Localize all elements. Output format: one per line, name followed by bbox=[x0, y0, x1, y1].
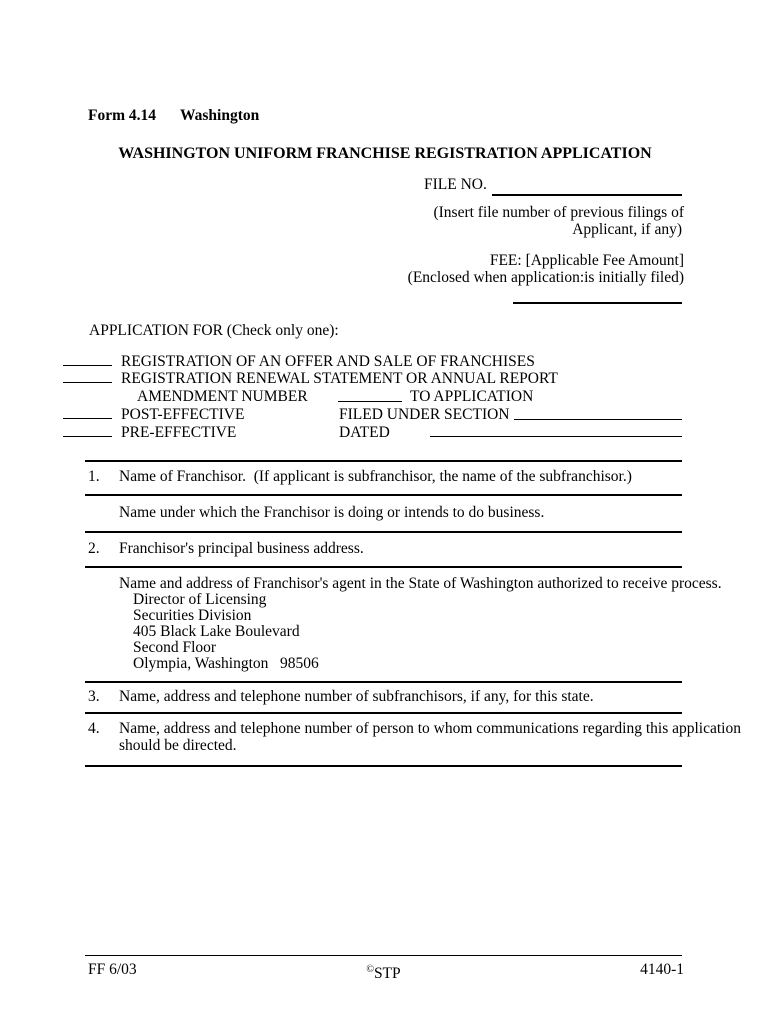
checkbox-blank-registration[interactable] bbox=[63, 365, 112, 366]
insert-note-line2: Applicant, if any) bbox=[572, 221, 682, 238]
horizontal-rule bbox=[85, 681, 682, 683]
footer-rule bbox=[85, 955, 682, 956]
amendment-number-blank[interactable] bbox=[338, 401, 402, 402]
item2-text: Franchisor's principal business address. bbox=[119, 540, 364, 557]
form-state: Washington bbox=[180, 107, 260, 124]
horizontal-rule bbox=[85, 566, 682, 568]
fee-blank[interactable] bbox=[513, 302, 682, 304]
checkbox-blank-renewal[interactable] bbox=[63, 382, 112, 383]
item2-number: 2. bbox=[88, 540, 100, 557]
agent-address-line5: Olympia, Washington 98506 bbox=[133, 655, 319, 672]
agent-address-line1: Director of Licensing bbox=[133, 591, 267, 608]
footer-left: FF 6/03 bbox=[88, 961, 137, 978]
agent-address-line2: Securities Division bbox=[133, 607, 252, 624]
footer-center bbox=[85, 961, 682, 982]
item4-text-line1: Name, address and telephone number of person to whom communications regarding this application bbox=[119, 720, 741, 737]
filed-under-section-blank[interactable] bbox=[514, 419, 682, 420]
horizontal-rule bbox=[85, 460, 682, 462]
filed-under-section-label: FILED UNDER SECTION bbox=[339, 406, 510, 423]
option-registration-label: REGISTRATION OF AN OFFER AND SALE OF FRANCHISES bbox=[121, 353, 535, 370]
item1-text: Name of Franchisor. (If applicant is subfranchisor, the name of the subfranchisor.) bbox=[119, 468, 632, 485]
document-title: WASHINGTON UNIFORM FRANCHISE REGISTRATION APPLICATION bbox=[118, 145, 652, 162]
amendment-number-label: AMENDMENT NUMBER bbox=[137, 388, 308, 405]
fee-line2: (Enclosed when application:is initially filed) bbox=[407, 269, 684, 286]
footer-center-text: STP bbox=[373, 965, 401, 982]
dated-label: DATED bbox=[339, 424, 390, 441]
application-for-heading: APPLICATION FOR (Check only one): bbox=[89, 322, 339, 339]
item4-text-line2: should be directed. bbox=[119, 737, 237, 754]
footer-right: 4140-1 bbox=[640, 961, 684, 978]
horizontal-rule bbox=[85, 531, 682, 533]
item1-sub-text: Name under which the Franchisor is doing or intends to do business. bbox=[119, 504, 545, 521]
file-no-blank[interactable] bbox=[492, 194, 682, 196]
file-no-label: FILE NO. bbox=[424, 176, 487, 193]
agent-address-line4: Second Floor bbox=[133, 639, 217, 656]
item3-text: Name, address and telephone number of subfranchisors, if any, for this state. bbox=[119, 688, 594, 705]
horizontal-rule bbox=[85, 765, 682, 767]
item1-number: 1. bbox=[88, 468, 100, 485]
checkbox-blank-pre-effective[interactable] bbox=[63, 436, 112, 437]
fee-line1: FEE: [Applicable Fee Amount] bbox=[489, 252, 684, 269]
agent-address-line3: 405 Black Lake Boulevard bbox=[133, 623, 300, 640]
item4-number: 4. bbox=[88, 720, 100, 737]
item3-number: 3. bbox=[88, 688, 100, 705]
option-pre-effective-label: PRE-EFFECTIVE bbox=[121, 424, 237, 441]
dated-blank[interactable] bbox=[430, 436, 682, 437]
option-post-effective-label: POST-EFFECTIVE bbox=[121, 406, 245, 423]
option-renewal-label: REGISTRATION RENEWAL STATEMENT OR ANNUAL REPORT bbox=[121, 370, 558, 387]
horizontal-rule bbox=[85, 712, 682, 714]
checkbox-blank-post-effective[interactable] bbox=[63, 418, 112, 419]
copyright-symbol: © bbox=[366, 964, 374, 975]
form-number: Form 4.14 bbox=[88, 107, 157, 124]
agent-text: Name and address of Franchisor's agent in the State of Washington authorized to receive process. bbox=[119, 575, 722, 592]
insert-note-line1: (Insert file number of previous filings of bbox=[433, 204, 684, 221]
horizontal-rule bbox=[85, 494, 682, 496]
to-application-label: TO APPLICATION bbox=[410, 388, 534, 405]
